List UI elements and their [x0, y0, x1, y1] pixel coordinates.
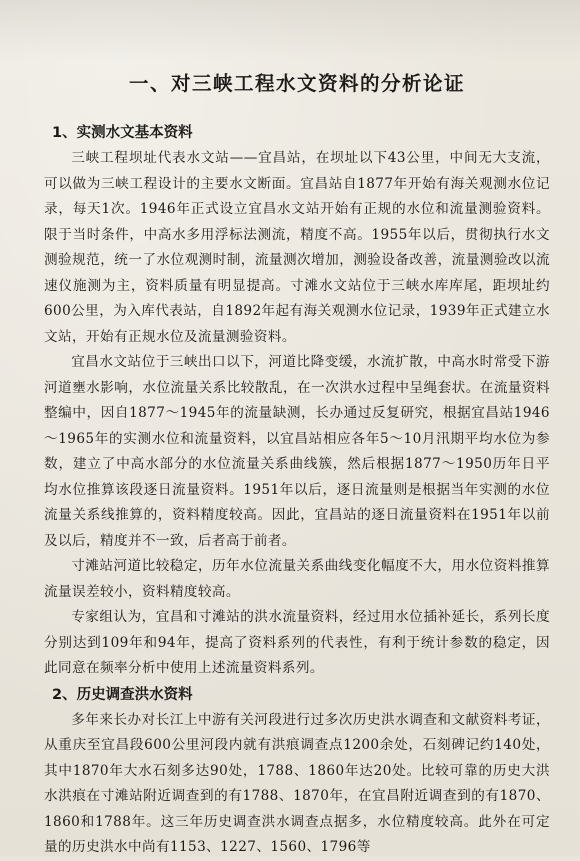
paragraph-1-4: 专家组认为，宜昌和寸滩站的洪水流量资料，经过用水位插补延长，系列长度分别达到109年和94年，提高了资料系列的代表性，有利于统计参数的稳定，因此同意在频率分析中使用上述流量资料系列。	[44, 609, 550, 676]
paragraph-1-3: 寸滩站河道比较稳定，历年水位流量关系曲线变化幅度不大，用水位资料推算流量误差较小，资料精度较高。	[44, 558, 550, 600]
section-heading-2: 2、历史调查洪水资料	[52, 686, 193, 703]
paragraph-1-1: 三峡工程坝址代表水文站——宜昌站，在坝址以下43公里，中间无大支流，可以做为三峡工程设计的主要水文断面。宜昌站自1877年开始有海关观测水位记录，每天1次。1946年正式设立宜昌水文站开始有正规的水位和流量测验资料。限于当时条件，中高水多用浮标法测流，精度不高。1955年以后，贯彻执行水文测验规范，统一了水位观测时制，流量测次增加，测验设备改善，流量测验改以流速仪施测为主，资料质量有明显提高。寸滩水文站位于三峡水库库尾，距坝址约600公里，为入库代表站，自1892年起有海关观测水位记录，1939年正式建立水文站，开始有正规水位及流量测验资料。	[44, 150, 550, 345]
section-heading-1: 1、实测水文基本资料	[52, 125, 193, 141]
page-title: 一、对三峡工程水文资料的分析论证	[128, 72, 465, 95]
paragraph-2-1: 多年来长办对长江上中游有关河段进行过多次历史洪水调查和文献资料考证，从重庆至宜昌段600公里河段内就有洪痕调查点1200余处，石刻碑记约140处，其中1870年大水石刻多达90处，1788、1860年达20处。比较可靠的历史大洪水洪痕在寸滩站附近调查到的有1788、1870年，在宜昌附近调查到的有1870、1860和1788年。这三年历史调查洪水调查点据多，水位精度较高。此外在可定量的历史洪水中尚有1153、1227、1560、1796等	[44, 711, 550, 855]
paragraph-1-2: 宜昌水文站位于三峡出口以下，河道比降变缓，水流扩散，中高水时常受下游河道壅水影响，水位流量关系比较散乱，在一次洪水过程中呈绳套状。在流量资料整编中，因自1877～1945年的流量缺测，长办通过反复研究，根据宜昌站1946～1965年的实测水位和流量资料，以宜昌站相应各年5～10月汛期平均水位为参数，建立了中高水部分的水位流量关系曲线簇，然后根据1877～1950历年日平均水位推算该段逐日流量资料。1951年以后，逐日流量则是根据当年实测的水位流量关系线推算的，资料精度较高。因此，宜昌站的逐日流量资料在1951年以前及以后，精度并不一致，后者高于前者。	[44, 354, 550, 549]
bleed-through-shadow	[0, 0, 580, 60]
